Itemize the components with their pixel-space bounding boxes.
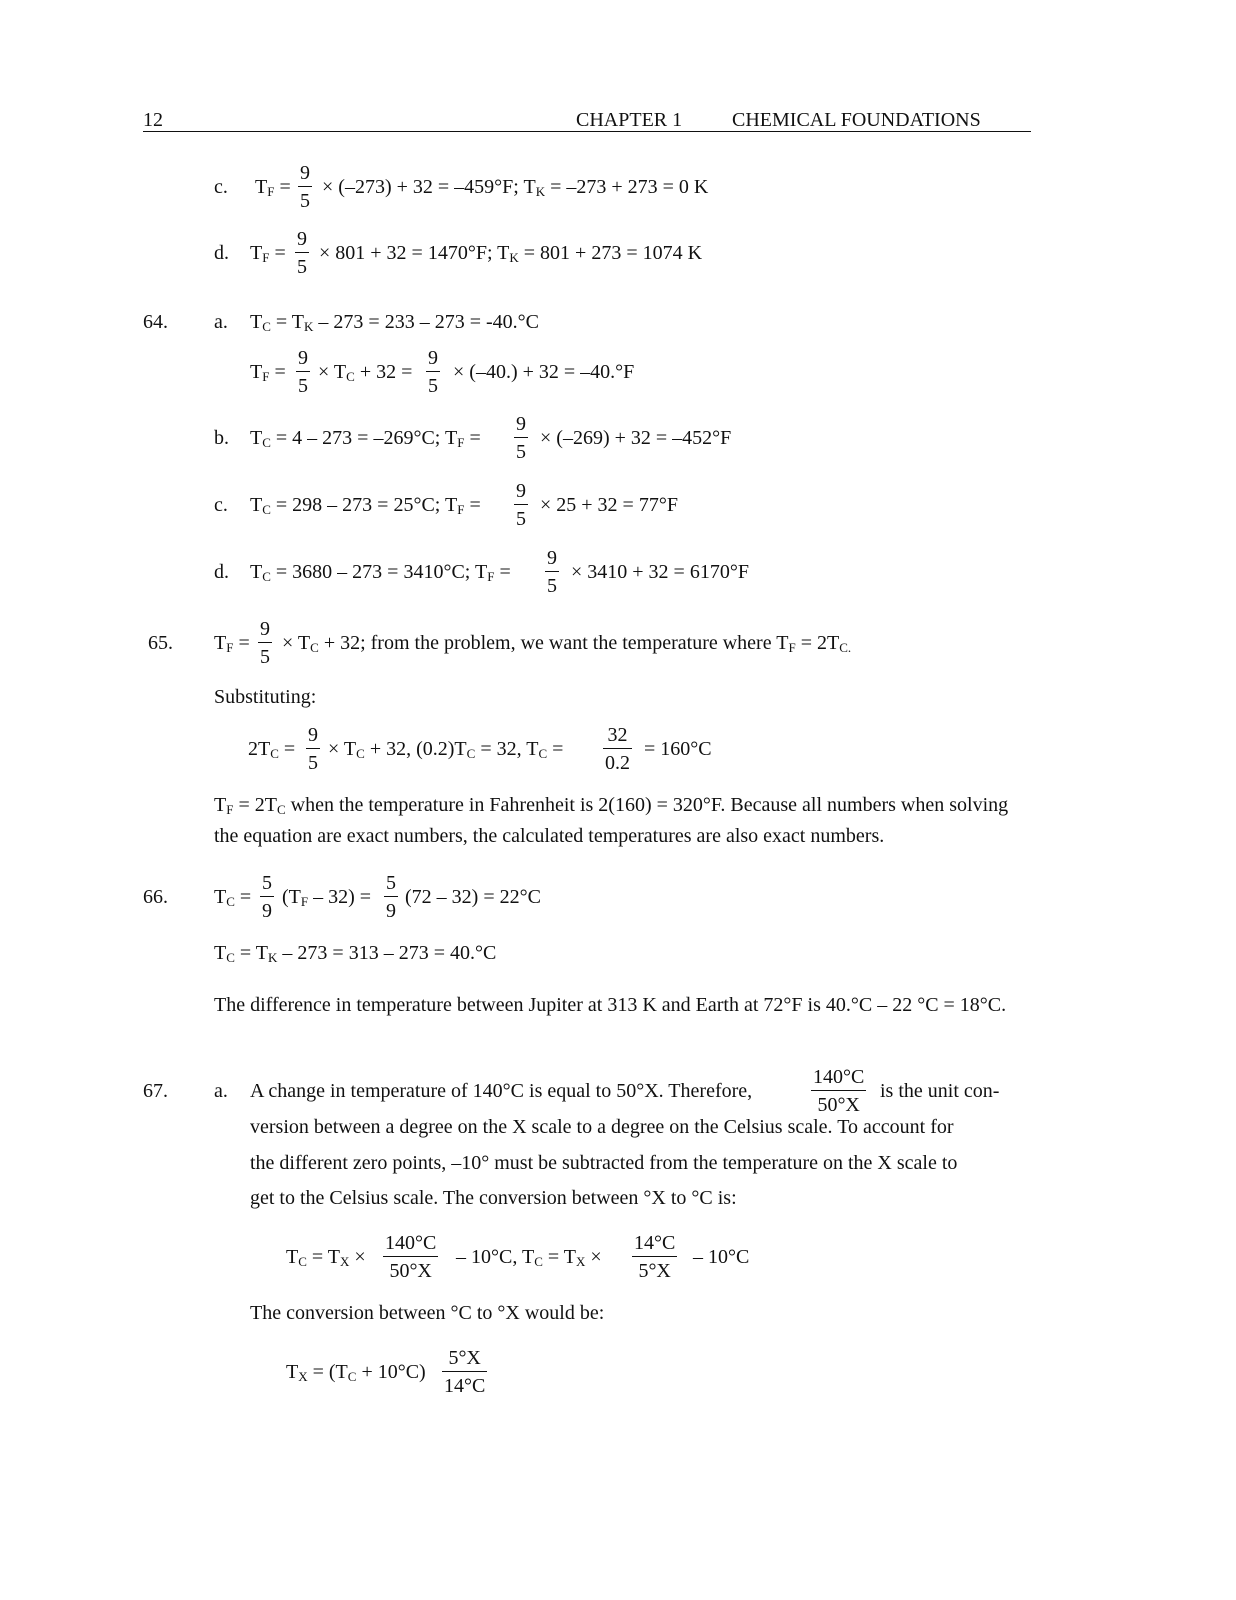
equation-64c-rest: × 25 + 32 = 77°F <box>540 494 678 516</box>
fraction: 9 5 <box>298 347 308 397</box>
fraction: 9 5 <box>428 347 438 397</box>
paragraph-67-line-4: get to the Celsius scale. The conversion between °X to °C is: <box>250 1187 737 1209</box>
equation-67-1-mid: – 10°C, $T_C = T_X$ × <box>456 1246 602 1269</box>
item-label: c. <box>214 494 228 516</box>
equation-63c: $T_F$ = <box>255 176 291 199</box>
fraction: 9 5 <box>516 480 526 530</box>
equation-64c: $T_C = 298 - 273 = 25^\circ C$; $T_F$ = <box>250 494 481 517</box>
problem-number: 64. <box>143 311 168 333</box>
equation-63d: $T_F$ = <box>250 242 286 265</box>
fraction: 5 9 <box>262 872 272 922</box>
equation-66-2: $T_C = T_K - 273 = 313 - 273 = 40.^\circ C$ <box>214 942 497 965</box>
equation-65-1-rest: × $T_C + 32$; from the problem, we want the temperature where $T_F = 2T_{C.}$ <box>282 632 852 655</box>
fraction: 9 5 <box>547 547 557 597</box>
paragraph-66: The difference in temperature between Jupiter at 313 K and Earth at 72°F is 40.°C – 22 °C = 18°C. <box>214 994 1007 1016</box>
fraction: 140°C 50°X <box>813 1066 865 1116</box>
fraction: 9 5 <box>308 724 318 774</box>
page-number: 12 <box>143 109 163 131</box>
fraction: 140°C 50°X <box>385 1232 437 1282</box>
equation-64b: $T_C = 4 - 273 = -269^\circ C$; $T_F$ = <box>250 427 481 450</box>
equation-67-2: $T_X = (T_C + 10^\circ C)$ <box>286 1361 426 1384</box>
paragraph-67-line-3: the different zero points, –10° must be subtracted from the temperature on the X scale to <box>250 1152 958 1174</box>
item-label: a. <box>214 1080 228 1102</box>
equation-65-2-rest: = 160°C <box>644 738 712 760</box>
equation-64d-rest: × 3410 + 32 = 6170°F <box>571 561 749 583</box>
equation-64a-2-rest: × (–40.) + 32 = –40.°F <box>453 361 635 383</box>
chapter-label: CHAPTER 1 <box>576 109 683 131</box>
equation-63d-rest: × 801 + 32 = 1470°F; $T_K = 801 + 273 = 1074$ K <box>319 242 703 265</box>
equation-67-1: $T_C = T_X$ × <box>286 1246 366 1269</box>
fraction: 5 9 <box>386 872 396 922</box>
header-rule <box>143 131 1031 132</box>
fraction: 9 5 <box>300 162 310 212</box>
equation-64d: $T_C = 3680 - 273 = 3410^\circ C$; $T_F$ = <box>250 561 511 584</box>
item-label: b. <box>214 427 229 449</box>
equation-66-1-mid: $(T_F - 32)$ = <box>282 886 372 909</box>
problem-number: 65. <box>148 632 173 654</box>
equation-65-2: $2T_C$ = <box>248 738 296 761</box>
equation-64b-rest: × (–269) + 32 = –452°F <box>540 427 732 449</box>
paragraph-67-line-5: The conversion between °C to °X would be: <box>250 1302 605 1324</box>
fraction: 32 0.2 <box>605 724 630 774</box>
chapter-title: CHEMICAL FOUNDATIONS <box>732 109 981 131</box>
paragraph-67-line-1: A change in temperature of 140°C is equal to 50°X. Therefore, <box>250 1080 753 1102</box>
item-label: d. <box>214 242 229 264</box>
problem-number: 66. <box>143 886 168 908</box>
item-label: a. <box>214 311 228 333</box>
fraction: 9 5 <box>516 413 526 463</box>
equation-64a-2: $T_F$ = <box>250 361 286 384</box>
fraction: 9 5 <box>297 228 307 278</box>
fraction: 9 5 <box>260 618 270 668</box>
paragraph-67-line-2: version between a degree on the X scale to a degree on the Celsius scale. To account for <box>250 1116 954 1138</box>
paragraph-65: $T_F = 2T_C$ when the temperature in Fahrenheit is 2(160) = 320°F. Because all numbers when solving the equation are exact numbers, the calculated temperatures are also exact numbers. <box>214 794 1009 847</box>
equation-65-1: $T_F$ = <box>214 632 250 655</box>
item-label: c. <box>214 176 228 198</box>
fraction: 5°X 14°C <box>444 1347 486 1397</box>
equation-66-1: $T_C$ = <box>214 886 252 909</box>
item-label: d. <box>214 561 229 583</box>
equation-63c-rest: × (–273) + 32 = –459°F; $T_K = -273 + 273 = 0$ K <box>322 176 709 199</box>
equation-65-2-mid: × $T_C + 32$, $(0.2)T_C = 32$, $T_C$ = <box>328 738 564 761</box>
substituting-label: Substituting: <box>214 686 317 708</box>
equation-66-1-rest: (72 – 32) = 22°C <box>405 886 541 908</box>
fraction: 14°C 5°X <box>634 1232 676 1282</box>
equation-64a-1: $T_C = T_K - 273 = 233 - 273 = -40.^\circ C$ <box>250 311 539 334</box>
paragraph-67-line-1-end: is the unit con- <box>880 1080 1000 1102</box>
equation-67-1-rest: – 10°C <box>693 1246 750 1268</box>
problem-number: 67. <box>143 1080 168 1102</box>
equation-64a-2-mid: × $T_C + 32$ = <box>318 361 413 384</box>
